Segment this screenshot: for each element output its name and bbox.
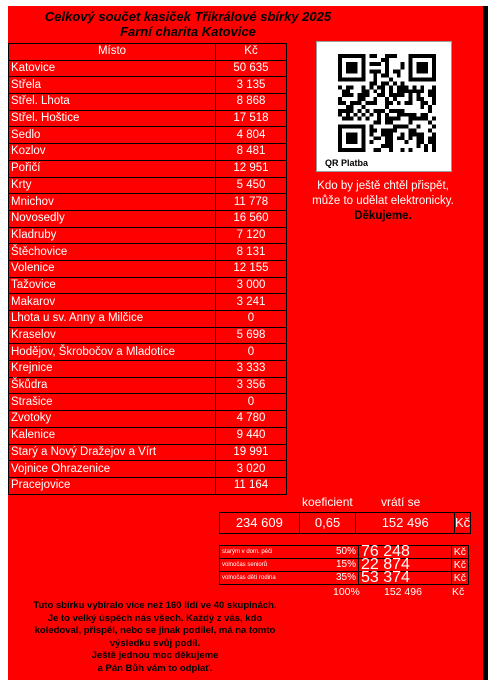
allocation-row (220, 572, 469, 585)
cell-amount: 3 000 (216, 277, 287, 294)
closing-line: koledoval, přispěl, nebo se jinak podílel, má na tomto (34, 625, 276, 636)
allocation-row (220, 546, 469, 559)
cell-place: Strašice (9, 394, 216, 411)
table-row (9, 244, 287, 261)
column-header-amount: Kč (216, 44, 287, 61)
closing-line: Tuto sbírku vybíralo více než 160 lidí ve 40 skupinách. (33, 600, 277, 611)
cell-amount: 17 518 (216, 110, 287, 127)
table-header-row (9, 44, 287, 61)
table-row (9, 260, 287, 277)
table-row (9, 277, 287, 294)
allocation-pct: 50% (304, 546, 359, 559)
cell-amount: 3 356 (216, 377, 287, 394)
cell-place: Mnichov (9, 194, 216, 211)
sheet-subtitle: Farní charita Katovice (120, 24, 256, 39)
allocation-row (220, 559, 469, 572)
table-row (9, 227, 287, 244)
collection-table (8, 43, 287, 495)
return-label: vrátí se (381, 495, 421, 509)
table-row (9, 427, 287, 444)
cell-amount: 8 131 (216, 244, 287, 261)
cell-place: Kladruby (9, 227, 216, 244)
table-row (9, 160, 287, 177)
cell-amount: 12 155 (216, 260, 287, 277)
cell-place: Tažovice (9, 277, 216, 294)
allocation-label: starým v dom. péči (220, 546, 305, 559)
allocation-amount: 76 248 (359, 546, 452, 559)
closing-message (10, 600, 300, 675)
allocation-currency: Kč (451, 546, 468, 559)
appeal-thanks: Děkujeme. (354, 210, 412, 222)
table-row (9, 327, 287, 344)
cell-place: Kozlov (9, 144, 216, 161)
cell-amount: 50 635 (216, 60, 287, 77)
column-header-place: Místo (9, 44, 216, 61)
table-row (9, 94, 287, 111)
cell-place: Zvotoky (9, 411, 216, 428)
cell-place: Střel. Hoštice (9, 110, 216, 127)
closing-line: výsledku svůj podíl. (109, 637, 201, 649)
cell-place: Střela (9, 77, 216, 94)
cell-place: Vojnice Ohrazenice (9, 461, 216, 478)
returned-amount: 152 496 (356, 513, 455, 533)
cell-amount: 3 020 (216, 461, 287, 478)
allocation-table (219, 545, 469, 585)
cell-amount: 0 (216, 344, 287, 361)
allocation-pct: 35% (304, 572, 359, 585)
total-sum: 234 609 (220, 513, 300, 533)
allocation-label: volnočas dětí rodina (220, 572, 305, 585)
cell-amount: 3 333 (216, 361, 287, 378)
qr-payment-box[interactable] (316, 41, 452, 172)
table-row (9, 477, 287, 494)
cell-amount: 9 440 (216, 427, 287, 444)
table-row (9, 361, 287, 378)
allocation-amount: 22 874 (359, 559, 452, 572)
allocation-currency: Kč (451, 559, 468, 572)
allocation-pct: 15% (304, 559, 359, 572)
cell-place: Hodějov, Škrobočov a Mladotice (9, 344, 216, 361)
cell-place: Makarov (9, 294, 216, 311)
allocation-total-amount: 152 496 (384, 586, 422, 598)
allocation-total-pct: 100% (333, 586, 360, 598)
table-row (9, 411, 287, 428)
cell-amount: 7 120 (216, 227, 287, 244)
table-row (9, 444, 287, 461)
cell-place: Kalenice (9, 427, 216, 444)
cell-place: Pořičí (9, 160, 216, 177)
allocation-amount: 53 374 (359, 572, 452, 585)
cell-place: Škůdra (9, 377, 216, 394)
qr-caption: QR Platba (325, 158, 369, 168)
allocation-currency: Kč (451, 572, 468, 585)
cell-place: Katovice (9, 60, 216, 77)
table-row (9, 177, 287, 194)
cell-amount: 0 (216, 394, 287, 411)
table-row (9, 194, 287, 211)
cell-amount: 5 450 (216, 177, 287, 194)
cell-amount: 3 241 (216, 294, 287, 311)
closing-line: Ještě jednou moc děkujeme (91, 650, 219, 661)
cell-amount: 19 991 (216, 444, 287, 461)
totals-row (219, 512, 471, 534)
cell-place: Kraselov (9, 327, 216, 344)
table-row (9, 294, 287, 311)
cell-amount: 11 164 (216, 477, 287, 494)
cell-place: Pracejovice (9, 477, 216, 494)
cell-amount: 12 951 (216, 160, 287, 177)
cell-amount: 5 698 (216, 327, 287, 344)
currency: Kč (455, 515, 471, 530)
table-row (9, 461, 287, 478)
cell-place: Volenice (9, 260, 216, 277)
cell-place: Střel. Lhota (9, 94, 216, 111)
table-row (9, 344, 287, 361)
allocation-total-currency: Kč (452, 586, 465, 598)
cell-amount: 16 560 (216, 210, 287, 227)
sheet-title: Celkový součet kasiček Tříkrálové sbírky 2025 (44, 9, 332, 24)
cell-amount: 4 780 (216, 411, 287, 428)
table-row (9, 77, 287, 94)
cell-amount: 8 481 (216, 144, 287, 161)
appeal-line-2: může to udělat elektronicky. (312, 195, 454, 207)
table-row (9, 311, 287, 328)
table-row (9, 210, 287, 227)
coefficient-value: 0,65 (300, 513, 357, 533)
table-row (9, 144, 287, 161)
cell-amount: 4 804 (216, 127, 287, 144)
cell-place: Krejnice (9, 361, 216, 378)
table-row (9, 394, 287, 411)
sheet-right-edge (483, 6, 488, 680)
cell-place: Sedlo (9, 127, 216, 144)
cell-place: Novosedly (9, 210, 216, 227)
qr-code-icon (338, 54, 436, 152)
table-row (9, 127, 287, 144)
table-row (9, 110, 287, 127)
table-row (9, 377, 287, 394)
cell-amount: 8 868 (216, 94, 287, 111)
cell-amount: 11 778 (216, 194, 287, 211)
allocation-label: volnočas seniorů (220, 559, 305, 572)
cell-amount: 3 135 (216, 77, 287, 94)
cell-amount: 0 (216, 311, 287, 328)
cell-place: Štěchovice (9, 244, 216, 261)
cell-place: Krty (9, 177, 216, 194)
cell-place: Starý a Nový Dražejov a Vírt (9, 444, 216, 461)
appeal-line-1: Kdo by ještě chtěl přispět, (317, 180, 449, 192)
closing-line: a Pán Bůh vám to odplať. (97, 662, 213, 674)
table-row (9, 60, 287, 77)
donation-appeal (298, 179, 468, 224)
closing-line: Je to velký úspěch nás všech. Každý z vás, kdo (47, 612, 263, 624)
coefficient-label: koeficient (302, 495, 353, 509)
cell-place: Lhota u sv. Anny a Milčice (9, 311, 216, 328)
